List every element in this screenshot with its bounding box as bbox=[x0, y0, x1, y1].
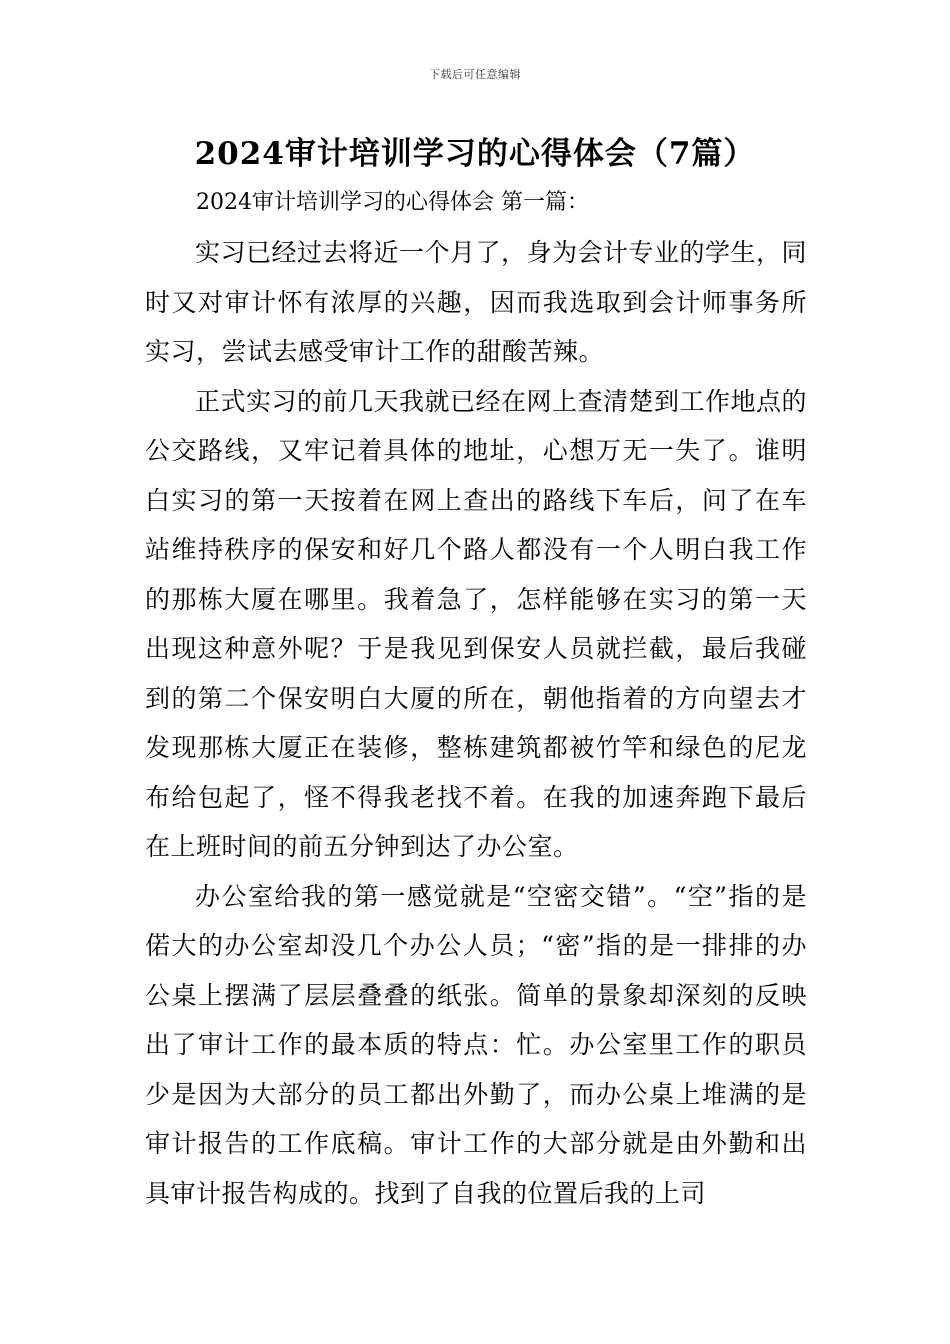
paragraph-1: 实习已经过去将近一个月了，身为会计专业的学生，同时又对审计怀有浓厚的兴趣，因而我选取到会计师事务所实习，尝试去感受审计工作的甜酸苦辣。 bbox=[145, 238, 808, 366]
paragraph-2: 正式实习的前几天我就已经在网上查清楚到工作地点的公交路线，又牢记着具体的地址，心想万无一失了。谁明白实习的第一天按着在网上查出的路线下车后，问了在车站维持秩序的保安和好几个路人都没有一个人明白我工作的那栋大厦在哪里。我着急了，怎样能够在实习的第一天出现这种意外呢？于是我见到保安人员就拦截，最后我碰到的第二个保安明白大厦的所在，朝他指着的方向望去才发现那栋大厦正在装修，整栋建筑都被竹竿和绿色的尼龙布给包起了，怪不得我老找不着。在我的加速奔跑下最后在上班时间的前五分钟到达了办公室。 bbox=[145, 386, 808, 861]
body-text bbox=[145, 228, 807, 1218]
paragraph-3: 办公室给我的第一感觉就是“空密交错”。“空”指的是偌大的办公室却没几个办公人员；“密”指的是一排排的办公桌上摆满了层层叠叠的纸张。简单的景象却深刻的反映出了审计工作的最本质的特点：忙。办公室里工作的职员少是因为大部分的员工都出外勤了，而办公桌上堆满的是审计报告的工作底稿。审计工作的大部分就是由外勤和出具审计报告构成的。找到了自我的位置后我的上司 bbox=[145, 881, 807, 1208]
header-note: 下载后可任意编辑 bbox=[429, 68, 521, 81]
section-subtitle: 2024审计培训学习的心得体会 第一篇： bbox=[196, 190, 589, 215]
document-title: 2024审计培训学习的心得体会（7篇） bbox=[194, 136, 756, 172]
